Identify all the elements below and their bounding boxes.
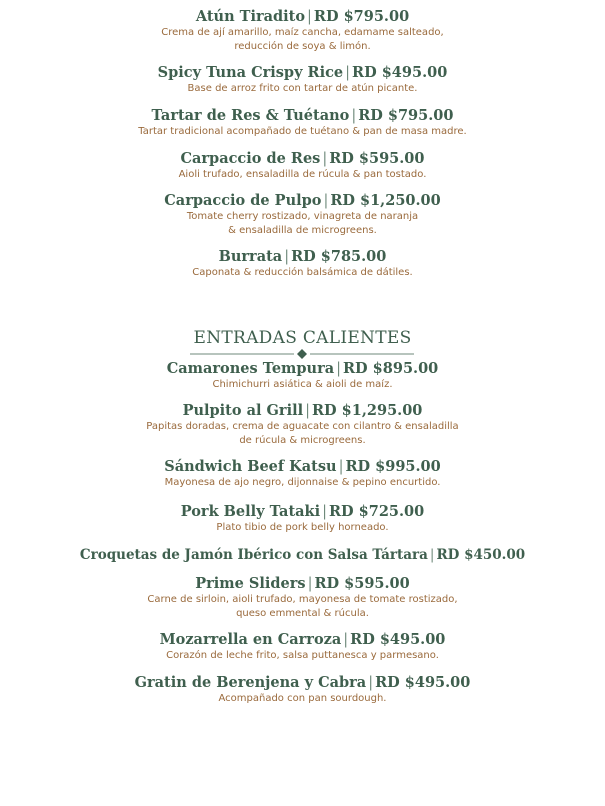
menu-item [0, 402, 605, 447]
item-title: Camarones Tempura | RD $895.00 [166, 360, 439, 377]
item-description: Carne de sirloin, aioli trufado, mayonesa de tomate rostizado, [147, 594, 458, 605]
menu-item [0, 107, 605, 139]
item-title: Burrata | RD $785.00 [218, 248, 387, 265]
item-title: Prime Sliders | RD $595.00 [195, 575, 410, 592]
item-title: Spicy Tuna Crispy Rice | RD $495.00 [157, 64, 448, 81]
menu-item [0, 8, 605, 53]
item-description: Aioli trufado, ensaladilla de rúcula & pan tostado. [178, 169, 427, 180]
section-title: ENTRADAS CALIENTES [193, 328, 412, 348]
item-description: Crema de ají amarillo, maíz cancha, edamame salteado, [161, 27, 444, 38]
item-title: Pulpito al Grill | RD $1,295.00 [182, 402, 423, 419]
item-description: & ensaladilla de microgreens. [228, 224, 377, 236]
menu-item [0, 458, 605, 490]
menu-item [0, 248, 605, 280]
menu-item [0, 360, 605, 392]
item-title: Croquetas de Jamón Ibérico con Salsa Tártara | RD $450.00 [79, 547, 526, 563]
item-description: Caponata & reducción balsámica de dátiles. [192, 267, 413, 278]
item-title: Mozarrella en Carroza | RD $495.00 [159, 631, 446, 648]
menu-item [0, 150, 605, 182]
item-description: Plato tibio de pork belly horneado. [216, 522, 389, 533]
item-description: Tomate cherry rostizado, vinagreta de naranja [186, 211, 419, 222]
item-title: Pork Belly Tataki | RD $725.00 [180, 503, 425, 520]
item-title: Gratin de Berenjena y Cabra | RD $495.00 [134, 674, 471, 691]
item-title: Carpaccio de Res | RD $595.00 [180, 150, 425, 167]
menu-item [0, 64, 605, 96]
item-title: Sándwich Beef Katsu | RD $995.00 [164, 458, 441, 475]
menu-item [0, 546, 605, 564]
menu-item [0, 575, 605, 620]
item-description: queso emmental & rúcula. [236, 607, 369, 619]
menu-item [0, 192, 605, 237]
item-title: Tartar de Res & Tuétano | RD $795.00 [151, 107, 454, 124]
section-divider-ornament [190, 348, 414, 360]
menu-item [0, 503, 605, 535]
item-description: Mayonesa de ajo negro, dijonnaise & pepino encurtido. [164, 477, 441, 488]
menu-item [0, 631, 605, 663]
menu-item [0, 674, 605, 706]
item-title: Carpaccio de Pulpo | RD $1,250.00 [164, 192, 441, 209]
item-description: Acompañado con pan sourdough. [218, 693, 387, 704]
item-description: Corazón de leche frito, salsa puttanesca y parmesano. [166, 650, 439, 661]
item-description: Tartar tradicional acompañado de tuétano & pan de masa madre. [138, 126, 467, 137]
item-title: Atún Tiradito | RD $795.00 [195, 8, 410, 25]
item-description: de rúcula & microgreens. [239, 434, 366, 446]
item-description: Base de arroz frito con tartar de atún picante. [187, 83, 418, 94]
item-description: Chimichurri asiática & aioli de maíz. [212, 379, 393, 390]
item-description: Papitas doradas, crema de aguacate con cilantro & ensaladilla [146, 421, 459, 432]
item-description: reducción de soya & limón. [234, 40, 371, 52]
